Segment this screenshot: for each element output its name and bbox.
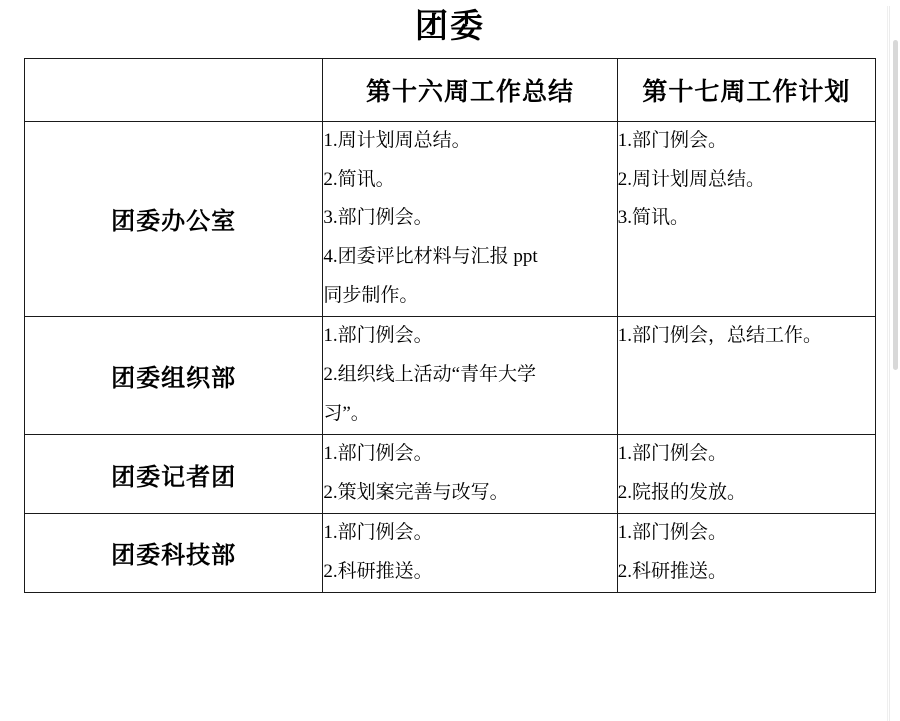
summary-line: 1.部门例会。	[323, 521, 433, 543]
summary-line: 2.简讯。	[323, 168, 395, 190]
table-header-plan: 第十七周工作计划	[617, 58, 875, 121]
summary-cell	[323, 121, 617, 317]
plan-cell	[617, 317, 875, 435]
page-edge-divider	[887, 6, 888, 721]
dept-name: 团委办公室	[25, 121, 323, 317]
table-row	[25, 317, 876, 435]
plan-cell	[617, 121, 875, 317]
dept-name: 团委组织部	[25, 317, 323, 435]
page-title: 团委	[415, 7, 485, 44]
document-page	[0, 6, 900, 721]
summary-line: 同步制作。	[323, 285, 419, 307]
plan-line: 3.简讯。	[617, 207, 689, 229]
summary-line: 2.组织线上活动“青年大学	[323, 364, 537, 386]
summary-line: 1.部门例会。	[323, 325, 433, 347]
plan-line: 2.院报的发放。	[617, 482, 746, 504]
scrollbar-thumb[interactable]	[893, 40, 898, 370]
table-header-row	[25, 58, 876, 121]
plan-cell	[617, 513, 875, 592]
summary-line: 4.团委评比材料与汇报 ppt	[323, 246, 538, 268]
dept-name: 团委科技部	[25, 513, 323, 592]
plan-line: 1.部门例会。	[617, 443, 727, 465]
summary-line: 2.科研推送。	[323, 560, 433, 582]
summary-cell	[323, 513, 617, 592]
plan-line: 2.周计划周总结。	[617, 168, 765, 190]
summary-line: 习”。	[323, 403, 370, 425]
vertical-scrollbar[interactable]	[889, 6, 900, 721]
plan-line: 1.部门例会。	[617, 521, 727, 543]
summary-line: 3.部门例会。	[323, 207, 433, 229]
summary-line: 2.策划案完善与改写。	[323, 482, 509, 504]
plan-line: 1.部门例会。	[617, 129, 727, 151]
dept-name: 团委记者团	[25, 435, 323, 514]
summary-line: 1.部门例会。	[323, 443, 433, 465]
plan-cell	[617, 435, 875, 514]
summary-line: 1.周计划周总结。	[323, 129, 471, 151]
table-header-summary: 第十六周工作总结	[323, 58, 617, 121]
table-row	[25, 121, 876, 317]
work-report-table	[24, 58, 876, 593]
plan-line: 1.部门例会，总结工作。	[617, 325, 822, 347]
plan-line: 2.科研推送。	[617, 560, 727, 582]
summary-cell	[323, 435, 617, 514]
table-row	[25, 513, 876, 592]
table-row	[25, 435, 876, 514]
summary-cell	[323, 317, 617, 435]
table-header-blank	[25, 58, 323, 121]
